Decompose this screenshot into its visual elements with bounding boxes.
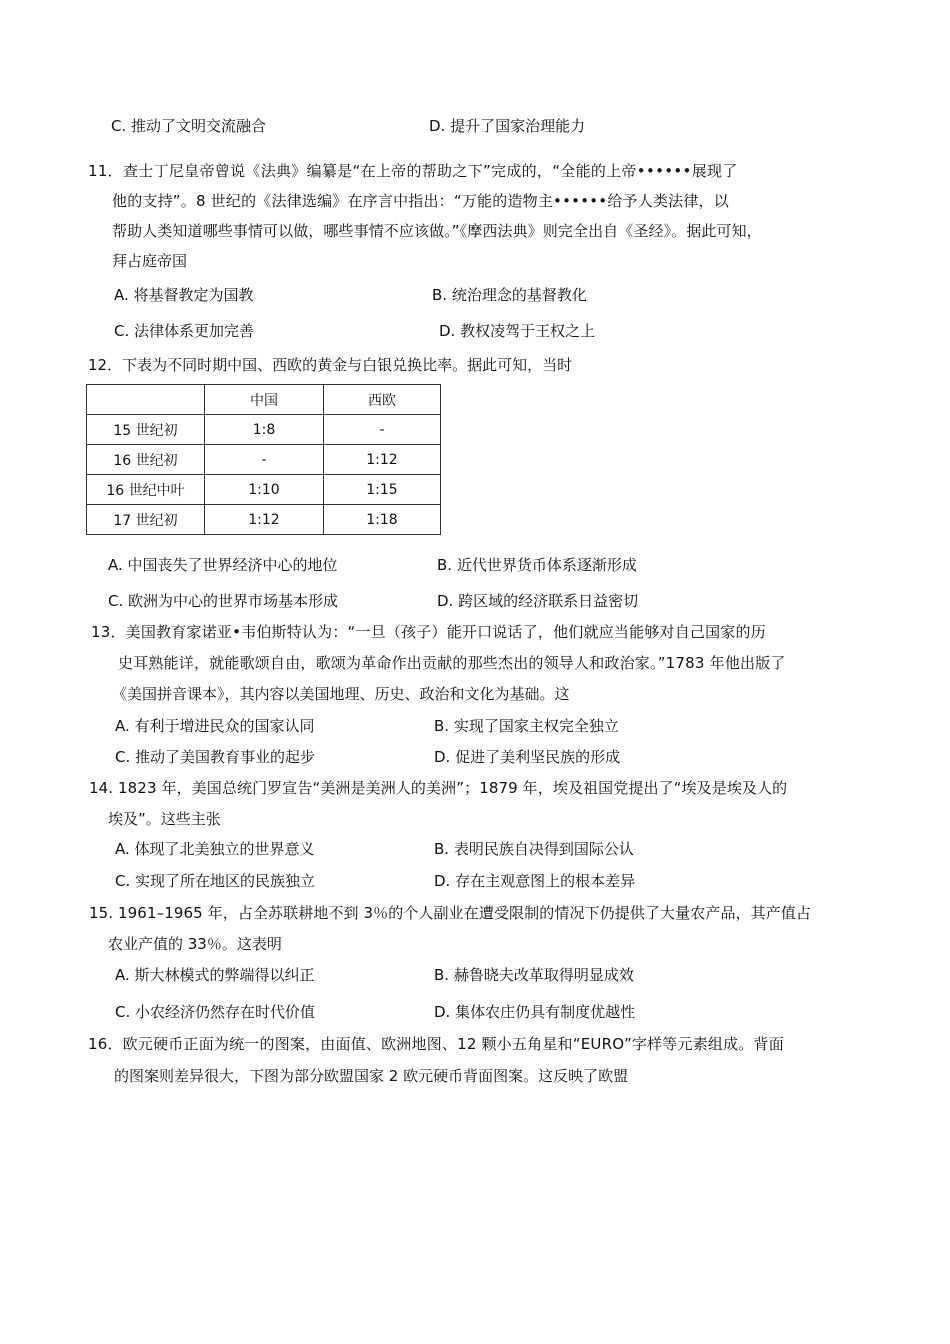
- question-16-stem: 的图案则差异很大，下图为部分欧盟国家 2 欧元硬币背面图案。这反映了欧盟: [114, 1067, 629, 1085]
- table-header-cell: 中国: [205, 385, 324, 415]
- option-15-c: C. 小农经济仍然存在时代价值: [115, 1003, 316, 1021]
- exchange-rate-table: [86, 384, 441, 535]
- table-row: [87, 445, 441, 475]
- table-cell-china: 1:8: [205, 415, 324, 445]
- table-cell-period: 15 世纪初: [87, 415, 205, 445]
- question-11-stem: 他的支持”。8 世纪的《法律选编》在序言中指出：“万能的造物主••••••给予人类法律，以: [112, 192, 729, 210]
- option-13-b: B. 实现了国家主权完全独立: [434, 717, 619, 735]
- option-15-a: A. 斯大林模式的弊端得以纠正: [115, 966, 315, 984]
- table-cell-western-europe: 1:12: [324, 445, 441, 475]
- option-10-c: C. 推动了文明交流融合: [111, 117, 267, 135]
- option-12-d: D. 跨区域的经济联系日益密切: [437, 592, 639, 610]
- option-12-b: B. 近代世界货币体系逐渐形成: [437, 556, 637, 574]
- table-header-cell: [87, 385, 205, 415]
- question-13-stem: 史耳熟能详，就能歌颂自由，歌颂为革命作出贡献的那些杰出的领导人和政治家。”1783 年他出版了: [118, 654, 786, 672]
- question-13-stem: 《美国拼音课本》，其内容以美国地理、历史、政治和文化为基础。这: [112, 685, 570, 703]
- option-14-b: B. 表明民族自决得到国际公认: [434, 840, 634, 858]
- table-row: [87, 505, 441, 535]
- table-cell-china: -: [205, 445, 324, 475]
- option-12-a: A. 中国丧失了世界经济中心的地位: [108, 556, 338, 574]
- table-cell-period: 16 世纪初: [87, 445, 205, 475]
- table-cell-western-europe: -: [324, 415, 441, 445]
- question-14-stem: 埃及”。这些主张: [108, 810, 221, 828]
- option-14-d: D. 存在主观意图上的根本差异: [434, 872, 636, 890]
- question-16-stem: 16．欧元硬币正面为统一的图案，由面值、欧洲地图、12 颗小五角星和“EURO”字样等元素组成。背面: [88, 1035, 784, 1053]
- option-15-d: D. 集体农庄仍具有制度优越性: [434, 1003, 636, 1021]
- table-header-cell: 西欧: [324, 385, 441, 415]
- question-15-stem: 农业产值的 33％。这表明: [108, 935, 282, 953]
- option-11-b: B. 统治理念的基督教化: [432, 286, 587, 304]
- table-cell-western-europe: 1:18: [324, 505, 441, 535]
- question-11-stem: 拜占庭帝国: [112, 252, 188, 270]
- question-15-stem: 15. 1961–1965 年，占全苏联耕地不到 3％的个人副业在遭受限制的情况下仍提供了大量农产品，其产值占: [89, 904, 812, 922]
- table-cell-china: 1:12: [205, 505, 324, 535]
- table-cell-western-europe: 1:15: [324, 475, 441, 505]
- option-15-b: B. 赫鲁晓夫改革取得明显成效: [434, 966, 634, 984]
- table-row: [87, 415, 441, 445]
- table-cell-period: 17 世纪初: [87, 505, 205, 535]
- option-13-d: D. 促进了美利坚民族的形成: [434, 748, 621, 766]
- table-cell-period: 16 世纪中叶: [87, 475, 205, 505]
- option-11-a: A. 将基督教定为国教: [114, 286, 254, 304]
- option-14-a: A. 体现了北美独立的世界意义: [115, 840, 315, 858]
- table-cell-china: 1:10: [205, 475, 324, 505]
- table-header-row: [87, 385, 441, 415]
- question-12-stem: 12．下表为不同时期中国、西欧的黄金与白银兑换比率。据此可知，当时: [88, 356, 573, 374]
- question-11-stem: 11．查士丁尼皇帝曾说《法典》编纂是“在上帝的帮助之下”完成的，“全能的上帝••••••展现了: [88, 162, 738, 180]
- question-14-stem: 14. 1823 年，美国总统门罗宣告“美洲是美洲人的美洲”；1879 年，埃及祖国党提出了“埃及是埃及人的: [89, 779, 788, 797]
- option-11-d: D. 教权凌驾于王权之上: [439, 322, 596, 340]
- option-10-d: D. 提升了国家治理能力: [429, 117, 586, 135]
- option-13-a: A. 有利于增进民众的国家认同: [115, 717, 315, 735]
- option-13-c: C. 推动了美国教育事业的起步: [115, 748, 316, 766]
- option-14-c: C. 实现了所在地区的民族独立: [115, 872, 316, 890]
- question-13-stem: 13．美国教育家诺亚•韦伯斯特认为：“一旦（孩子）能开口说话了，他们就应当能够对自己国家的历: [91, 623, 766, 641]
- option-12-c: C. 欧洲为中心的世界市场基本形成: [108, 592, 339, 610]
- question-11-stem: 帮助人类知道哪些事情可以做，哪些事情不应该做。”《摩西法典》则完全出自《圣经》。据此可知，: [112, 222, 762, 240]
- option-11-c: C. 法律体系更加完善: [114, 322, 255, 340]
- table-row: [87, 475, 441, 505]
